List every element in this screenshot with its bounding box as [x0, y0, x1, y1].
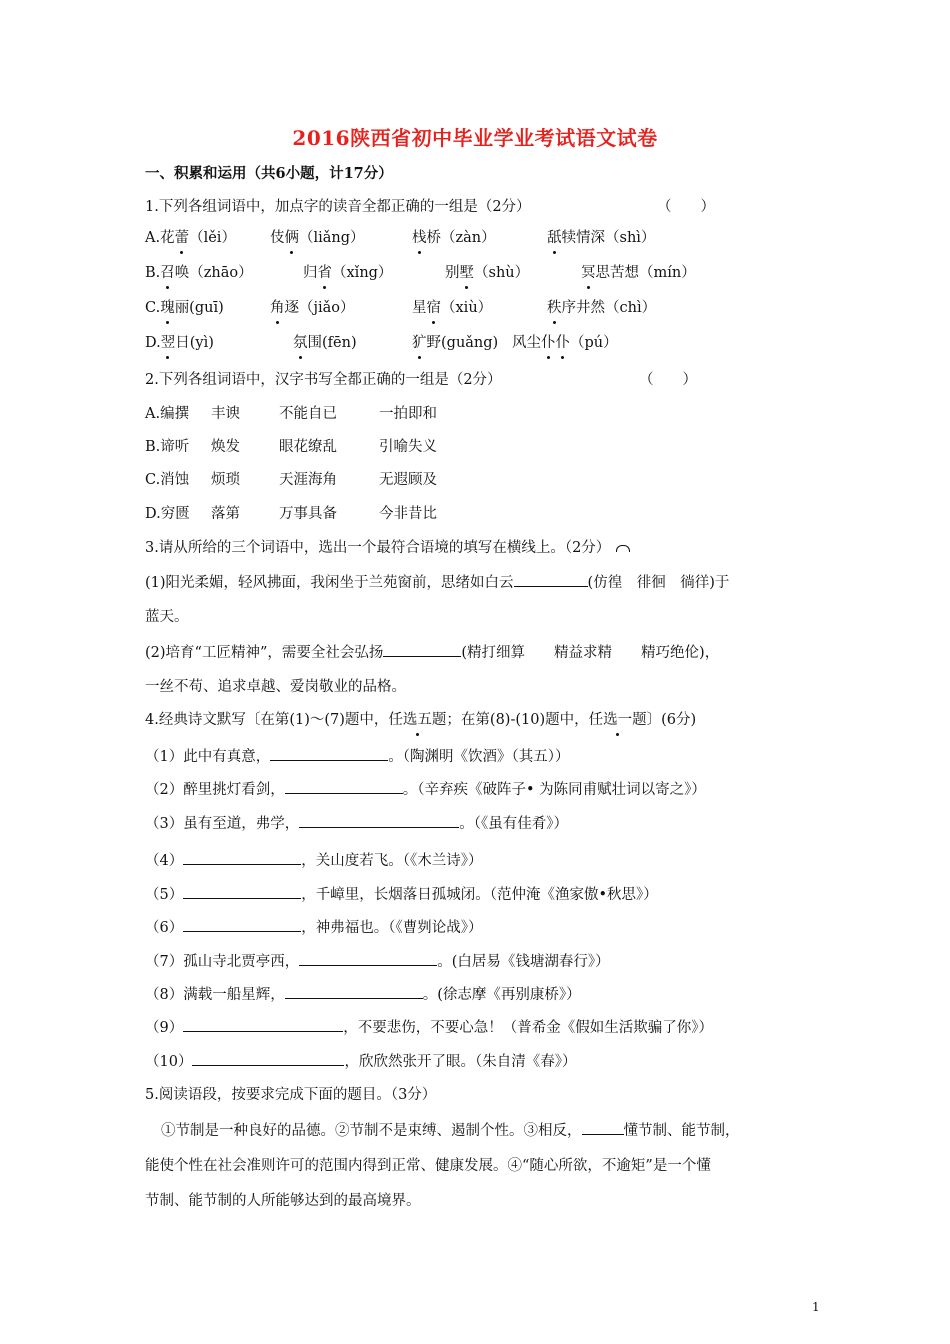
q3-stem-text: 3.请从所给的三个词语中，选出一个最符合语境的填写在横线上。（2分） [145, 540, 611, 556]
q4-item-9 [145, 1017, 713, 1038]
q5-stem: 5.阅读语段，按要求完成下面的题目。（3分） [145, 1087, 437, 1103]
q4-item-10 [145, 1051, 576, 1072]
q4-stem-d: 任选一题 [588, 712, 647, 728]
q4-item-10-text: （10） [145, 1054, 193, 1070]
q3-p2-blank[interactable] [383, 642, 461, 657]
q1-a-c3: 栈桥（zàn） [412, 230, 496, 246]
q4-item-10-source: ，欣欣然张开了眼。（朱自清《春》） [344, 1054, 577, 1070]
page-number: 1 [812, 1300, 820, 1314]
q4-item-6-source: ，神弗福也。（《曹刿论战》） [301, 920, 483, 936]
q2-c-c2: 烦琐 [211, 472, 240, 488]
q3-p2-text: (2)培育“工匠精神”，需要全社会弘扬 [145, 645, 384, 661]
q2-a-c2: 丰谀 [211, 406, 240, 422]
q4-item-5-text: （5） [145, 887, 184, 903]
q1-d-c1: D.翌日(yì) [145, 335, 214, 351]
q2-d-c2: 落第 [211, 506, 240, 522]
q4-item-3-blank[interactable] [299, 813, 459, 828]
q5-paragraph-line1 [161, 1120, 740, 1141]
q2-b-c1: B.谛听 [145, 439, 190, 455]
q4-item-7-source: 。(白居易《钱塘湖春行》） [437, 954, 610, 970]
q1-a-c1: A.花蕾（lěi） [145, 230, 236, 246]
q4-item-4-source: ，关山度若飞。（《木兰诗》） [301, 853, 483, 869]
q4-item-10-blank[interactable] [192, 1051, 344, 1066]
q1-a-c4: 舐犊情深（shì） [547, 230, 656, 246]
q4-item-4 [145, 850, 482, 871]
q3-part2-cont: 一丝不苟、追求卓越、爱岗敬业的品格。 [145, 679, 406, 695]
q1-stem-text: 1.下列各组词语中，加点字的读音全都正确的一组是（2分） [145, 199, 531, 215]
q2-stem [145, 370, 765, 390]
q1-b-c1: B.召唤（zhāo） [145, 265, 253, 281]
q2-a-c4: 一拍即和 [379, 406, 437, 422]
q4-item-1-blank[interactable] [270, 746, 388, 761]
q1-d-c2: 氛围(fēn) [293, 335, 357, 351]
q5-l1-text: ①节制是一种良好的品德。②节制不是束缚、遏制个性。③相反， [161, 1123, 582, 1139]
q2-stem-text: 2.下列各组词语中，汉字书写全都正确的一组是（2分） [145, 372, 502, 388]
q3-part1-cont: 蓝天。 [145, 609, 189, 625]
q4-item-1 [145, 746, 569, 767]
q1-c-c1: C.瑰丽(guī) [145, 300, 224, 316]
q4-item-8 [145, 984, 581, 1005]
q4-item-9-source: ，不要悲伤，不要心急！（普希金《假如生活欺骗了你》） [343, 1020, 713, 1036]
q5-paragraph-line3: 节制、能节制的人所能够达到的最高境界。 [145, 1193, 421, 1209]
q4-item-1-text: （1）此中有真意， [145, 749, 271, 765]
q2-b-c3: 眼花缭乱 [279, 439, 337, 455]
q4-item-1-source: 。（陶渊明《饮酒》（其五）） [388, 749, 570, 765]
q3-p2-choices: (精打细算 精益求精 精巧绝伦)， [461, 645, 720, 661]
q1-answer-paren: （ ） [657, 199, 715, 215]
q3-p1-blank[interactable] [514, 572, 588, 587]
q2-d-c4: 今非昔比 [379, 506, 437, 522]
q1-b-c4: 冥思苦想（mín） [581, 265, 696, 281]
q2-a-c3: 不能自已 [279, 406, 337, 422]
q4-item-6-text: （6） [145, 920, 184, 936]
q4-item-6 [145, 917, 482, 938]
q2-a-c1: A.编撰 [145, 406, 190, 422]
q1-c-c4: 秩序井然（chì） [547, 300, 657, 316]
q2-d-c1: D.穷匮 [145, 506, 190, 522]
q2-c-c4: 无遐顾及 [379, 472, 437, 488]
q4-item-2-source: 。（辛弃疾《破阵子• 为陈同甫赋壮词以寄之》） [402, 782, 706, 798]
q4-stem-e: 〕(6分) [646, 712, 697, 728]
q2-b-c4: 引喻失义 [379, 439, 437, 455]
q4-item-4-text: （4） [145, 853, 184, 869]
q5-paragraph-line2: 能使个性在社会准则许可的范围内得到正常、健康发展。④“随心所欲，不逾矩”是一个懂 [145, 1158, 711, 1174]
q4-item-2-blank[interactable] [285, 779, 403, 794]
q3-part2 [145, 642, 719, 663]
q4-item-3-source: 。（《虽有佳肴》） [459, 816, 568, 832]
q4-stem [145, 710, 696, 730]
q1-b-c3: 别墅（shù） [445, 265, 530, 281]
q2-answer-paren: （ ） [639, 372, 697, 388]
q1-d-c3: 犷野(guǎng) [412, 335, 499, 351]
q3-stem [145, 538, 630, 558]
q1-b-c2: 归省（xǐng） [303, 265, 393, 281]
q4-item-2 [145, 779, 706, 800]
mark-icon [616, 545, 630, 552]
q1-d-c4: 风尘仆仆（pú） [512, 335, 618, 351]
section-heading: 一、积累和运用（共6小题，计17分） [145, 165, 393, 182]
q4-item-4-blank[interactable] [183, 850, 301, 865]
q3-p1-choices: (仿徨 徘徊 徜徉)于 [587, 575, 730, 591]
q2-c-c1: C.消蚀 [145, 472, 190, 488]
q4-stem-a: 4.经典诗文默写〔在第(1)～(7)题中， [145, 712, 389, 728]
q4-item-5-blank[interactable] [183, 884, 301, 899]
q4-item-7-text: （7）孤山寺北贾亭西， [145, 954, 300, 970]
q4-item-9-text: （9） [145, 1020, 184, 1036]
q5-blank[interactable] [582, 1120, 624, 1135]
q4-item-5 [145, 884, 658, 905]
q3-part1 [145, 572, 729, 593]
q4-item-7-blank[interactable] [299, 951, 437, 966]
q4-item-9-blank[interactable] [183, 1017, 343, 1032]
q2-b-c2: 焕发 [211, 439, 240, 455]
q2-c-c3: 天涯海角 [279, 472, 337, 488]
q4-stem-c: ；在第(8)-(10)题中， [446, 712, 589, 728]
q4-item-3 [145, 813, 568, 834]
q1-stem [145, 197, 765, 217]
q3-p1-text: (1)阳光柔媚，轻风拂面，我闲坐于兰苑窗前，思绪如白云 [145, 575, 514, 591]
q4-item-7 [145, 951, 610, 972]
q1-a-c2: 伎俩（liǎng） [270, 230, 365, 246]
q4-item-3-text: （3）虽有至道，弗学， [145, 816, 300, 832]
q2-d-c3: 万事具备 [279, 506, 337, 522]
q4-item-8-text: （8）满载一船星辉， [145, 987, 285, 1003]
q1-c-c2: 角逐（jiǎo） [270, 300, 355, 316]
q4-item-8-source: 。(徐志摩《再别康桥》） [422, 987, 581, 1003]
q4-item-5-source: ，千嶂里，长烟落日孤城闭。（范仲淹《渔家傲•秋思》） [301, 887, 658, 903]
page-title: 2016陕西省初中毕业学业考试语文试卷 [292, 126, 658, 150]
q4-item-8-blank[interactable] [285, 984, 423, 999]
q4-item-2-text: （2）醉里挑灯看剑， [145, 782, 285, 798]
q5-l1-text-b: 懂节制、能节制， [623, 1123, 740, 1139]
q4-stem-b: 任选五题 [388, 712, 447, 728]
q1-c-c3: 星宿（xiù） [412, 300, 493, 316]
q4-item-6-blank[interactable] [183, 917, 301, 932]
